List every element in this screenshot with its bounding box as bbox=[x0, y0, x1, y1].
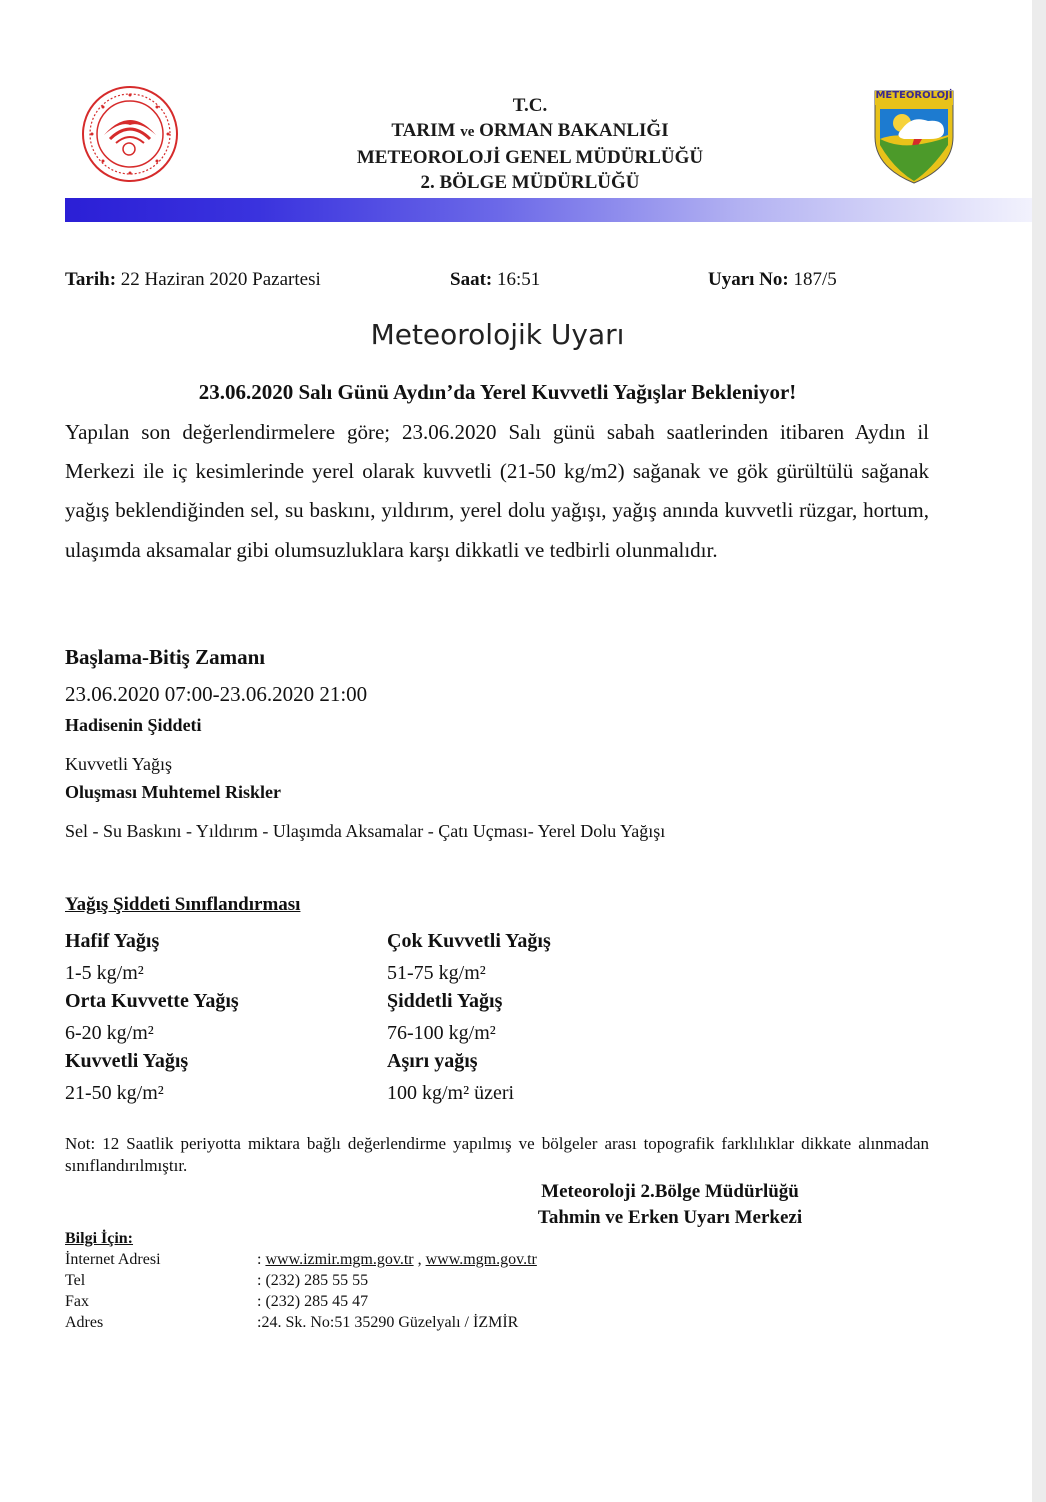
issuing-office bbox=[500, 1179, 840, 1231]
classification-note: Not: 12 Saatlik periyotta miktara bağlı değerlendirme yapılmış ve bölgeler arası topografik farklılıklar dikkate alınmadan sınıflandırılmıştır. bbox=[65, 1134, 929, 1175]
date-label: Tarih: bbox=[65, 269, 117, 290]
header-line-region: 2. BÖLGE MÜDÜRLÜĞÜ bbox=[420, 172, 640, 193]
header-line-tc: T.C. bbox=[512, 95, 548, 116]
info-website-label: İnternet Adresi bbox=[65, 1251, 161, 1268]
date-value: 22 Haziran 2020 Pazartesi bbox=[120, 269, 321, 290]
class-very-strong-label: Çok Kuvvetli Yağış bbox=[387, 930, 551, 952]
class-moderate-value: 6-20 kg/m² bbox=[65, 1022, 154, 1044]
class-very-strong-value: 51-75 kg/m² bbox=[387, 962, 486, 984]
timing-value: 23.06.2020 07:00-23.06.2020 21:00 bbox=[65, 682, 368, 706]
classification-title: Yağış Şiddeti Sınıflandırması bbox=[65, 894, 301, 915]
severity-value: Kuvvetli Yağış bbox=[65, 754, 173, 774]
info-address-value: 24. Sk. No:51 35290 Güzelyalı / İZMİR bbox=[261, 1314, 519, 1331]
info-website-row bbox=[257, 1249, 537, 1270]
info-tel-label: Tel bbox=[65, 1272, 86, 1289]
warning-no-label: Uyarı No: bbox=[708, 269, 789, 290]
issuing-office-line1: Meteoroloji 2.Bölge Müdürlüğü bbox=[541, 1181, 799, 1202]
info-heading: Bilgi İçin: bbox=[65, 1230, 134, 1247]
document-title: Meteorolojik Uyarı bbox=[370, 318, 625, 351]
page-edge-shadow bbox=[1032, 0, 1046, 1502]
risks-label: Oluşması Muhtemel Riskler bbox=[65, 782, 281, 802]
class-severe-label: Şiddetli Yağış bbox=[387, 990, 503, 1012]
time-label: Saat: bbox=[450, 269, 493, 290]
info-tel-sep: : bbox=[257, 1272, 262, 1289]
info-address-sep: : bbox=[257, 1314, 262, 1331]
severity-label: Hadisenin Şiddeti bbox=[65, 715, 202, 735]
info-fax-sep: : bbox=[257, 1293, 262, 1310]
issuing-office-line2: Tahmin ve Erken Uyarı Merkezi bbox=[537, 1207, 803, 1228]
class-moderate-label: Orta Kuvvette Yağış bbox=[65, 990, 239, 1012]
header-ministry-connector: ve bbox=[460, 124, 475, 140]
info-address-row bbox=[257, 1312, 518, 1333]
class-light-value: 1-5 kg/m² bbox=[65, 962, 144, 984]
class-extreme-label: Aşırı yağış bbox=[387, 1050, 478, 1072]
info-fax-label: Fax bbox=[65, 1293, 89, 1310]
logo-wordmark: METEOROLOJİ bbox=[875, 90, 953, 101]
meta-time bbox=[450, 269, 540, 291]
link-izmir-mgm[interactable]: www.izmir.mgm.gov.tr bbox=[265, 1251, 414, 1268]
link-mgm[interactable]: www.mgm.gov.tr bbox=[425, 1251, 537, 1268]
header-ministry-part1: TARIM bbox=[391, 120, 456, 141]
header-color-bar bbox=[65, 198, 1032, 222]
ministry-seal-icon bbox=[80, 85, 180, 183]
timing-label: Başlama-Bitiş Zamanı bbox=[65, 645, 266, 669]
warning-no-value: 187/5 bbox=[793, 269, 837, 290]
warning-body: Yapılan son değerlendirmelere göre; 23.06.2020 Salı günü sabah saatlerinden itibaren Aydın il Merkezi ile iç kesimlerinde yerel olarak kuvvetli (21-50 kg/m2) sağanak ve gök gürültülü sağanak yağış beklendiğinden sel, su baskını, yıldırım, yerel dolu yağışı, yağış anında kuvvetli rüzgar, hortum, ulaşımda aksamalar gibi olumsuzluklara karşı dikkatli ve tedbirli olunmalıdır. bbox=[65, 420, 929, 562]
time-value: 16:51 bbox=[496, 269, 541, 290]
class-light-label: Hafif Yağış bbox=[65, 930, 160, 952]
meta-warning-no bbox=[708, 269, 837, 291]
risks-value: Sel - Su Baskını - Yıldırım - Ulaşımda Aksamalar - Çatı Uçması- Yerel Dolu Yağışı bbox=[65, 821, 666, 841]
info-tel-value: (232) 285 55 55 bbox=[265, 1272, 369, 1289]
class-strong-value: 21-50 kg/m² bbox=[65, 1082, 164, 1104]
info-website-sep: : bbox=[257, 1251, 262, 1268]
class-strong-label: Kuvvetli Yağış bbox=[65, 1050, 189, 1072]
warning-headline: 23.06.2020 Salı Günü Aydın’da Yerel Kuvvetli Yağışlar Bekleniyor! bbox=[198, 380, 797, 404]
info-fax-value: (232) 285 45 47 bbox=[265, 1293, 369, 1310]
meta-date bbox=[65, 269, 321, 291]
meteoroloji-shield-icon bbox=[872, 87, 956, 185]
info-tel-row bbox=[257, 1270, 368, 1291]
header-ministry-part2: ORMAN BAKANLIĞI bbox=[479, 120, 669, 141]
class-severe-value: 76-100 kg/m² bbox=[387, 1022, 496, 1044]
info-fax-row bbox=[257, 1291, 368, 1312]
info-address-label: Adres bbox=[65, 1314, 104, 1331]
info-website-joiner: , bbox=[413, 1251, 426, 1268]
class-extreme-value: 100 kg/m² üzeri bbox=[387, 1082, 515, 1104]
header-block bbox=[280, 93, 780, 195]
header-line-ministry bbox=[280, 118, 780, 145]
header-line-directorate: METEOROLOJİ GENEL MÜDÜRLÜĞÜ bbox=[356, 147, 704, 168]
